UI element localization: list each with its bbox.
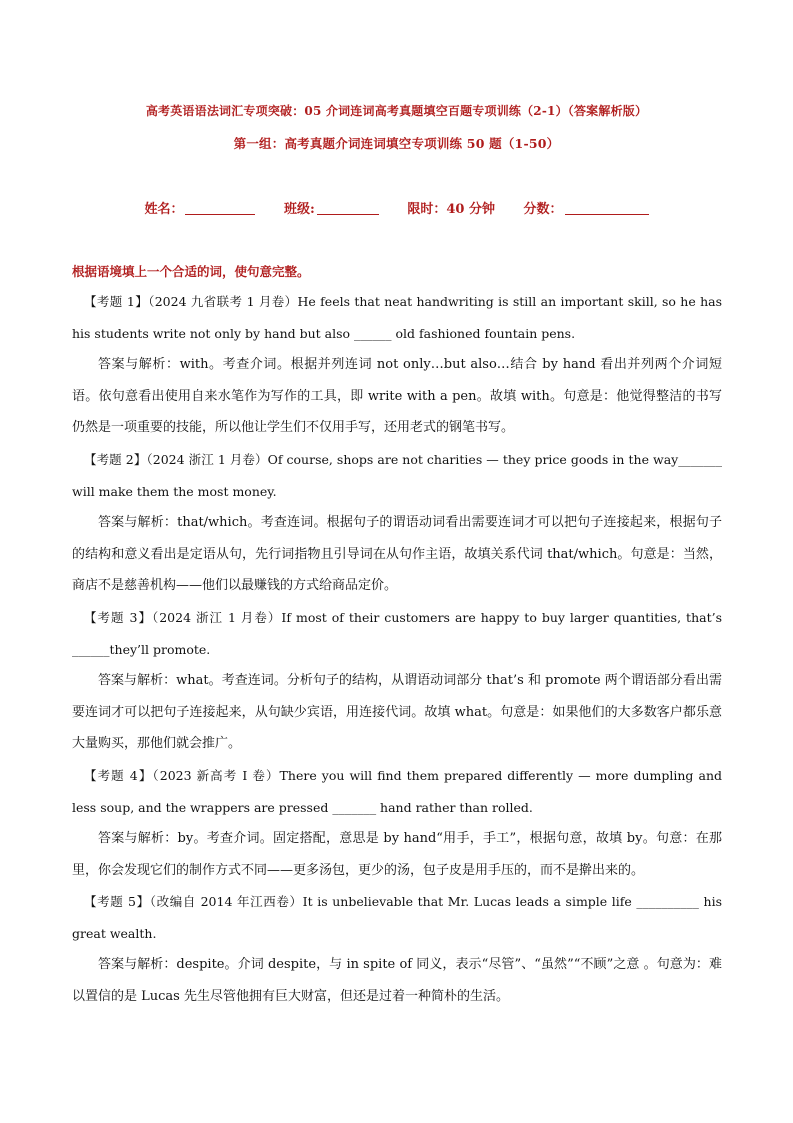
class-label: 班级: <box>284 202 315 217</box>
time-limit: 限时：40 分钟 <box>407 202 495 217</box>
question-4: 【考题 4】（2023 新高考 I 卷）There you will find them prepared differently — more dumpling and less soup, and the wrappers are pressed _______ hand rather than rolled. <box>72 767 722 815</box>
question-2: 【考题 2】（2024 浙江 1 月卷）Of course, shops are not charities — they price goods in the way_______ will make them the most money. <box>72 451 722 499</box>
answer-1: 答案与解析：with。考查介词。根据并列连词 not only…but also…结合 by hand 看出并列两个介词短语。依句意看出使用自来水笔作为写作的工具，即 write with a pen。故填 with。句意是：他觉得整洁的书写仍然是一项重要的技能，所以他让学生们不仅用手写，还用老式的钢笔书写。 <box>72 357 722 436</box>
question-5: 【考题 5】（改编自 2014 年江西卷）It is unbelievable that Mr. Lucas leads a simple life __________ his great wealth. <box>72 894 722 941</box>
document-title: 高考英语语法词汇专项突破：05 介词连词高考真题填空百题专项训练（2-1）（答案解析版） <box>145 104 648 118</box>
name-blank <box>185 202 255 215</box>
answer-4: 答案与解析：by。考查介词。固定搭配，意思是 by hand“用手，手工”，根据句意，故填 by。句意：在那里，你会发现它们的制作方式不同——更多汤包，更少的汤，包子皮是用手压的，而不是擀出来的。 <box>72 831 722 878</box>
name-field <box>144 198 255 217</box>
document-subtitle: 第一组：高考真题介词连词填空专项训练 50 题（1-50） <box>233 136 560 151</box>
score-blank <box>565 202 649 215</box>
question-1: 【考题 1】（2024 九省联考 1 月卷）He feels that neat handwriting is still an important skill, so he has his students write not only by hand but also ______ old fashioned fountain pens. <box>72 294 722 341</box>
answer-5: 答案与解析：despite。介词 despite，与 in spite of 同义，表示“尽管”、“虽然”“不顾”之意 。句意为：难以置信的是 Lucas 先生尽管他拥有巨大财富，但还是过着一种简朴的生活。 <box>72 957 722 1005</box>
class-field <box>284 198 379 217</box>
student-info-row <box>0 198 793 217</box>
name-label: 姓名： <box>144 202 184 217</box>
class-blank <box>317 202 379 215</box>
answer-2: 答案与解析：that/which。考查连词。根据句子的谓语动词看出需要连词才可以把句子连接起来，根据句子的结构和意义看出是定语从句，先行词指物且引导词在从句作主语，故填关系代词 that/which。句意是：当然，商店不是慈善机构——他们以最赚钱的方式给商品定价。 <box>72 515 722 594</box>
question-list <box>72 286 722 1013</box>
score-field <box>524 198 649 217</box>
score-label: 分数： <box>523 202 563 217</box>
question-3: 【考题 3】（2024 浙江 1 月卷）If most of their customers are happy to buy larger quantities, that’s ______they’ll promote. <box>72 609 722 657</box>
instruction: 根据语境填上一个合适的词，使句意完整。 <box>72 264 310 279</box>
answer-3: 答案与解析：what。考查连词。分析句子的结构，从谓语动词部分 that’s 和 promote 两个谓语部分看出需要连词才可以把句子连接起来，从句缺少宾语，用连接代词。故填 what。句意是：如果他们的大多数客户都乐意大量购买，那他们就会推广。 <box>72 673 722 752</box>
